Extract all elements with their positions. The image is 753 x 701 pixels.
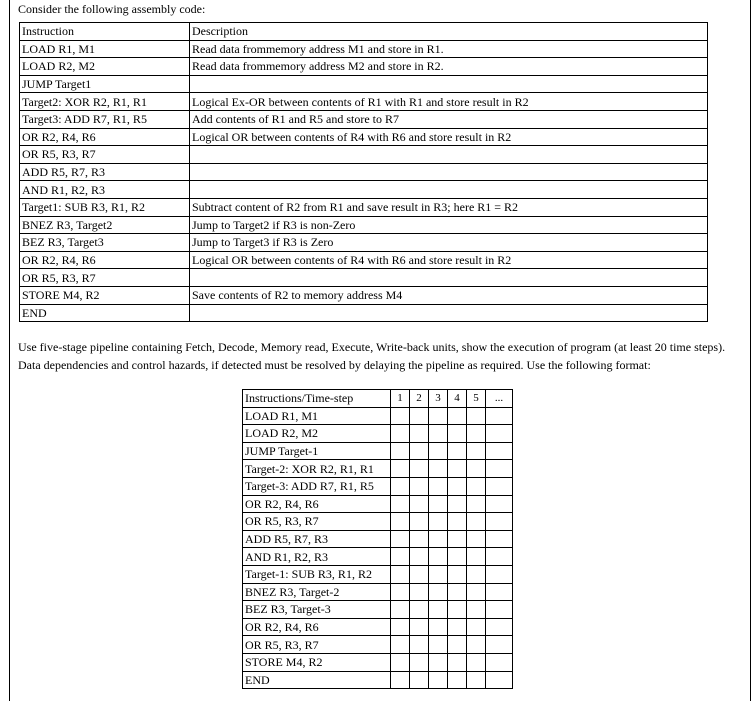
intro-text: Consider the following assembly code: — [18, 2, 206, 16]
table-row — [20, 198, 708, 216]
empty-time-cell — [448, 442, 467, 460]
empty-time-cell — [429, 513, 448, 531]
table-row — [20, 304, 708, 322]
empty-time-cell — [429, 460, 448, 478]
empty-time-cell — [391, 653, 410, 671]
format-instruction-cell: OR R5, R3, R7 — [243, 636, 391, 654]
empty-time-cell — [410, 618, 429, 636]
empty-time-cell — [467, 565, 486, 583]
empty-time-cell — [410, 530, 429, 548]
format-instruction-cell: OR R5, R3, R7 — [243, 513, 391, 531]
instruction-cell: AND R1, R2, R3 — [20, 181, 190, 199]
description-cell: Subtract content of R2 from R1 and save result in R3; here R1 = R2 — [190, 198, 708, 216]
empty-time-cell — [448, 407, 467, 425]
empty-time-cell — [486, 671, 513, 689]
format-instruction-cell: BEZ R3, Target-3 — [243, 601, 391, 619]
empty-time-cell — [486, 653, 513, 671]
empty-time-cell — [429, 530, 448, 548]
empty-time-cell — [486, 477, 513, 495]
table-row — [20, 181, 708, 199]
table-row — [243, 583, 513, 601]
table-row — [243, 636, 513, 654]
instruction-cell: END — [20, 304, 190, 322]
table-row — [20, 75, 708, 93]
empty-time-cell — [391, 407, 410, 425]
empty-time-cell — [410, 671, 429, 689]
empty-time-cell — [486, 565, 513, 583]
empty-time-cell — [467, 653, 486, 671]
table-row — [243, 442, 513, 460]
empty-time-cell — [391, 601, 410, 619]
empty-time-cell — [391, 671, 410, 689]
table-row — [243, 407, 513, 425]
empty-time-cell — [391, 583, 410, 601]
instructions-paragraph: Use five-stage pipeline containing Fetch, Decode, Memory read, Execute, Write-back units, show the execution of program (at least 20 time steps). Data dependencies and control hazards, if detected must be resolved by delaying the pipeline as required. Use the following format: — [18, 340, 726, 372]
time-step-header: 3 — [429, 390, 448, 408]
empty-time-cell — [486, 442, 513, 460]
empty-time-cell — [429, 442, 448, 460]
instruction-cell: OR R2, R4, R6 — [20, 251, 190, 269]
format-instruction-cell: LOAD R2, M2 — [243, 425, 391, 443]
empty-time-cell — [410, 601, 429, 619]
time-step-header: 1 — [391, 390, 410, 408]
empty-time-cell — [486, 495, 513, 513]
table-row — [20, 146, 708, 164]
empty-time-cell — [448, 495, 467, 513]
table-row — [20, 110, 708, 128]
empty-time-cell — [467, 425, 486, 443]
empty-time-cell — [467, 601, 486, 619]
empty-time-cell — [448, 565, 467, 583]
empty-time-cell — [486, 407, 513, 425]
description-cell: Read data frommemory address M1 and store in R1. — [190, 40, 708, 58]
empty-time-cell — [448, 601, 467, 619]
table-row — [20, 286, 708, 304]
empty-time-cell — [486, 618, 513, 636]
empty-time-cell — [429, 425, 448, 443]
empty-time-cell — [391, 565, 410, 583]
empty-time-cell — [486, 425, 513, 443]
description-cell — [190, 181, 708, 199]
empty-time-cell — [486, 530, 513, 548]
empty-time-cell — [391, 460, 410, 478]
empty-time-cell — [448, 618, 467, 636]
empty-time-cell — [467, 407, 486, 425]
table-row — [243, 495, 513, 513]
empty-time-cell — [410, 565, 429, 583]
empty-time-cell — [467, 460, 486, 478]
empty-time-cell — [429, 601, 448, 619]
format-instruction-cell: Target-3: ADD R7, R1, R5 — [243, 477, 391, 495]
time-step-header: 2 — [410, 390, 429, 408]
table-row — [243, 530, 513, 548]
table-row — [20, 40, 708, 58]
table-row — [243, 565, 513, 583]
empty-time-cell — [448, 636, 467, 654]
empty-time-cell — [448, 513, 467, 531]
empty-time-cell — [410, 425, 429, 443]
empty-time-cell — [486, 601, 513, 619]
empty-time-cell — [467, 548, 486, 566]
empty-time-cell — [486, 583, 513, 601]
empty-time-cell — [467, 671, 486, 689]
table-row — [243, 548, 513, 566]
format-instruction-cell: ADD R5, R7, R3 — [243, 530, 391, 548]
empty-time-cell — [448, 530, 467, 548]
empty-time-cell — [429, 636, 448, 654]
empty-time-cell — [429, 495, 448, 513]
description-cell — [190, 163, 708, 181]
description-cell: Save contents of R2 to memory address M4 — [190, 286, 708, 304]
instruction-cell: BNEZ R3, Target2 — [20, 216, 190, 234]
table-row — [243, 460, 513, 478]
format-instruction-cell: BNEZ R3, Target-2 — [243, 583, 391, 601]
time-step-header: ... — [486, 390, 513, 408]
empty-time-cell — [467, 477, 486, 495]
format-instruction-cell: Target-1: SUB R3, R1, R2 — [243, 565, 391, 583]
format-instruction-cell: AND R1, R2, R3 — [243, 548, 391, 566]
empty-time-cell — [448, 653, 467, 671]
empty-time-cell — [486, 513, 513, 531]
table-row — [20, 58, 708, 76]
description-cell: Jump to Target2 if R3 is non-Zero — [190, 216, 708, 234]
empty-time-cell — [429, 653, 448, 671]
empty-time-cell — [448, 425, 467, 443]
pipeline-format-table — [242, 389, 513, 689]
instruction-cell: OR R2, R4, R6 — [20, 128, 190, 146]
instruction-cell: STORE M4, R2 — [20, 286, 190, 304]
empty-time-cell — [391, 495, 410, 513]
description-cell: Logical OR between contents of R4 with R6 and store result in R2 — [190, 128, 708, 146]
instruction-cell: ADD R5, R7, R3 — [20, 163, 190, 181]
instruction-cell: OR R5, R3, R7 — [20, 269, 190, 287]
table-row — [20, 269, 708, 287]
empty-time-cell — [410, 583, 429, 601]
description-cell — [190, 304, 708, 322]
format-instruction-cell: END — [243, 671, 391, 689]
time-step-header: 5 — [467, 390, 486, 408]
format-instruction-cell: LOAD R1, M1 — [243, 407, 391, 425]
empty-time-cell — [429, 671, 448, 689]
assembly-code-table — [19, 22, 708, 322]
description-cell: Logical OR between contents of R4 with R6 and store result in R2 — [190, 251, 708, 269]
table-row — [243, 671, 513, 689]
format-table-header-row — [243, 390, 513, 408]
empty-time-cell — [410, 495, 429, 513]
empty-time-cell — [429, 565, 448, 583]
empty-time-cell — [467, 618, 486, 636]
empty-time-cell — [467, 636, 486, 654]
empty-time-cell — [410, 442, 429, 460]
code-table-header-row — [20, 23, 708, 41]
instruction-cell: JUMP Target1 — [20, 75, 190, 93]
empty-time-cell — [448, 477, 467, 495]
empty-time-cell — [410, 407, 429, 425]
instruction-cell: Target3: ADD R7, R1, R5 — [20, 110, 190, 128]
description-cell — [190, 269, 708, 287]
empty-time-cell — [410, 460, 429, 478]
table-row — [243, 477, 513, 495]
format-instruction-cell: Target-2: XOR R2, R1, R1 — [243, 460, 391, 478]
format-instruction-cell: OR R2, R4, R6 — [243, 495, 391, 513]
table-row — [20, 163, 708, 181]
empty-time-cell — [410, 513, 429, 531]
empty-time-cell — [486, 460, 513, 478]
time-step-header: 4 — [448, 390, 467, 408]
empty-time-cell — [391, 442, 410, 460]
empty-time-cell — [410, 477, 429, 495]
table-row — [243, 425, 513, 443]
instruction-cell: OR R5, R3, R7 — [20, 146, 190, 164]
frame-right-border — [750, 0, 751, 701]
instruction-cell: LOAD R2, M2 — [20, 58, 190, 76]
instruction-cell: Target2: XOR R2, R1, R1 — [20, 93, 190, 111]
format-instruction-cell: OR R2, R4, R6 — [243, 618, 391, 636]
instruction-cell: BEZ R3, Target3 — [20, 234, 190, 252]
instruction-cell: LOAD R1, M1 — [20, 40, 190, 58]
empty-time-cell — [391, 530, 410, 548]
description-cell — [190, 75, 708, 93]
empty-time-cell — [448, 583, 467, 601]
empty-time-cell — [486, 548, 513, 566]
empty-time-cell — [467, 442, 486, 460]
format-instruction-cell: JUMP Target-1 — [243, 442, 391, 460]
empty-time-cell — [429, 583, 448, 601]
empty-time-cell — [448, 460, 467, 478]
empty-time-cell — [448, 548, 467, 566]
empty-time-cell — [391, 477, 410, 495]
empty-time-cell — [467, 530, 486, 548]
empty-time-cell — [429, 548, 448, 566]
empty-time-cell — [391, 548, 410, 566]
description-cell: Add contents of R1 and R5 and store to R7 — [190, 110, 708, 128]
empty-time-cell — [467, 495, 486, 513]
empty-time-cell — [467, 513, 486, 531]
format-instruction-cell: STORE M4, R2 — [243, 653, 391, 671]
table-row — [20, 251, 708, 269]
code-table-header-cell: Description — [190, 23, 708, 41]
empty-time-cell — [486, 636, 513, 654]
description-cell: Logical Ex-OR between contents of R1 with R1 and store result in R2 — [190, 93, 708, 111]
table-row — [20, 128, 708, 146]
empty-time-cell — [391, 636, 410, 654]
empty-time-cell — [429, 407, 448, 425]
table-row — [20, 234, 708, 252]
frame-left-border — [9, 0, 10, 701]
empty-time-cell — [429, 618, 448, 636]
description-cell: Jump to Target3 if R3 is Zero — [190, 234, 708, 252]
table-row — [243, 618, 513, 636]
empty-time-cell — [448, 671, 467, 689]
empty-time-cell — [467, 583, 486, 601]
empty-time-cell — [391, 425, 410, 443]
table-row — [243, 653, 513, 671]
empty-time-cell — [410, 548, 429, 566]
empty-time-cell — [429, 477, 448, 495]
table-row — [243, 513, 513, 531]
format-table-header-label: Instructions/Time-step — [243, 390, 391, 408]
code-table-header-cell: Instruction — [20, 23, 190, 41]
description-cell — [190, 146, 708, 164]
empty-time-cell — [391, 618, 410, 636]
table-row — [243, 601, 513, 619]
description-cell: Read data frommemory address M2 and store in R2. — [190, 58, 708, 76]
empty-time-cell — [410, 653, 429, 671]
table-row — [20, 216, 708, 234]
instruction-cell: Target1: SUB R3, R1, R2 — [20, 198, 190, 216]
table-row — [20, 93, 708, 111]
empty-time-cell — [410, 636, 429, 654]
empty-time-cell — [391, 513, 410, 531]
